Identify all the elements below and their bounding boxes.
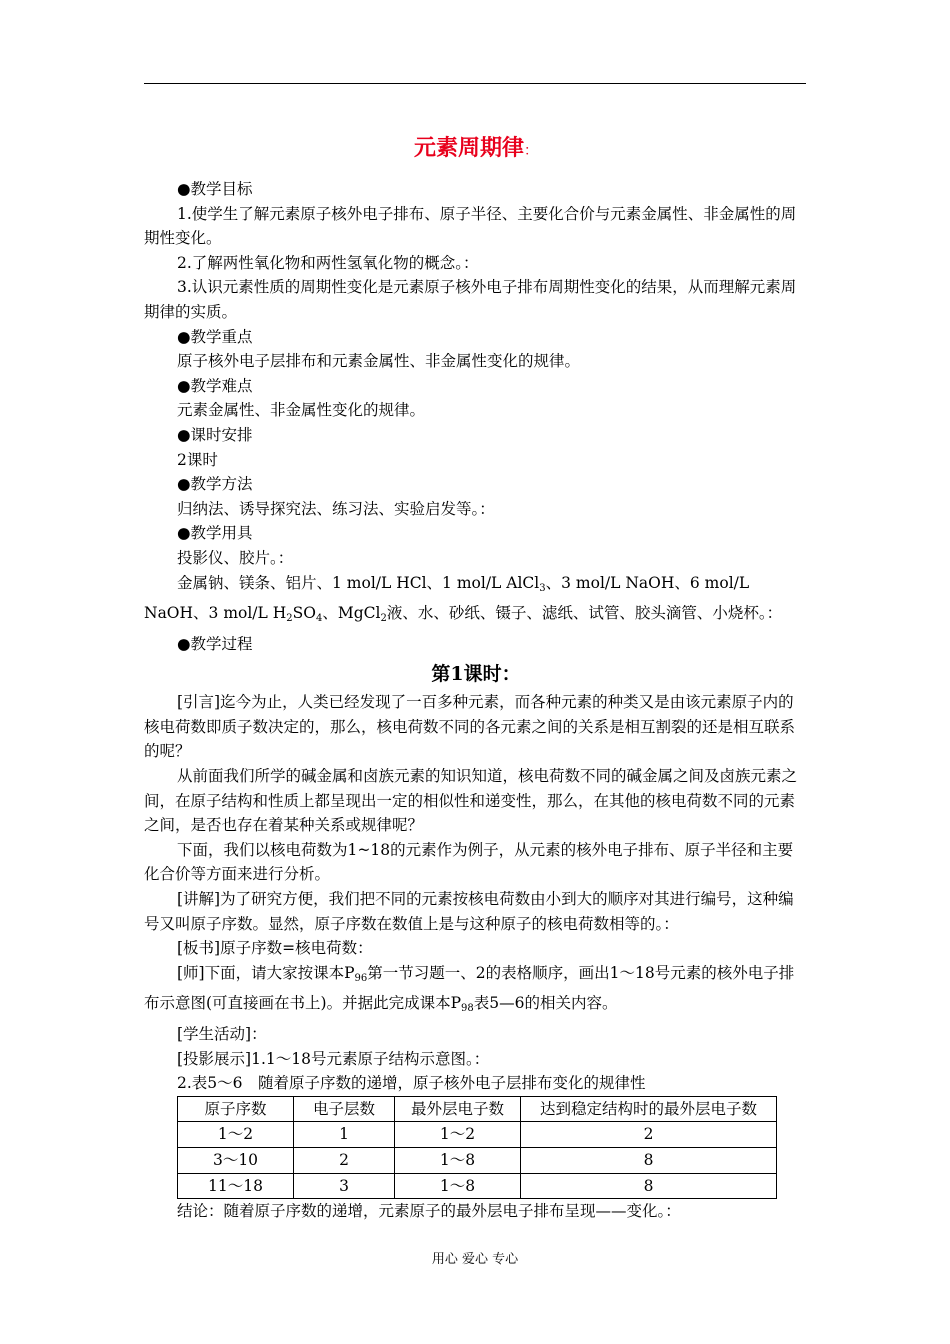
table-header-cell: 原子序数 [178,1096,294,1122]
process-heading: ●教学过程 [177,634,253,653]
page-subscript: 98 [461,1003,474,1015]
paragraph: 从前面我们所学的碱金属和卤族元素的知识知道，核电荷数不同的碱金属之间及卤族元素之间，在原子结构和性质上都呈现出一定的相似性和递变性，那么，在其他的核电荷数不同的元素之间，是否也存在着某种关系或规律呢？ [144,767,798,835]
teacher-part: 表5—6的相关内容。 [473,994,618,1013]
page-subscript: 96 [354,972,368,984]
materials-text [144,571,808,632]
document-body [144,128,808,1224]
difficulty-heading: ●教学难点 [177,376,253,395]
objective-item: 2.了解两性氧化物和两性氢氧化物的概念。： [177,253,479,272]
table-cell: 1 [294,1122,395,1148]
materials-subscript: 2 [286,613,293,625]
objective-item: 3.认识元素性质的周期性变化是元素原子核外电子排布周期性变化的结果，从而理解元素周期律的实质。 [144,278,797,321]
table-cell: 1～8 [395,1147,521,1173]
materials-part: 金属钠、镁条、铝片、1 mol/L HCl、1 mol/L AlCl [177,573,540,592]
difficulty-text: 元素金属性、非金属性变化的规律。 [177,401,426,420]
header-rule [144,83,806,84]
materials-part: 液、水、砂纸、镊子、滤纸、试管、胶头滴管、小烧杯。： [386,604,783,623]
lesson-title: 第1课时： [431,663,521,686]
conclusion-text: 结论：随着原子序数的递增，元素原子的最外层电子排布呈现——变化。： [177,1202,681,1221]
objective-item: 1.使学生了解元素原子核外电子排布、原子半径、主要化合价与元素金属性、非金属性的周期性变化。 [144,204,797,248]
schedule-text: 2课时 [177,450,218,469]
materials-subscript: 4 [315,613,323,625]
materials-subscript: 2 [380,613,387,625]
title-mark: ： [524,143,538,159]
paragraph: [引言]迄今为止，人类已经发现了一百多种元素，而各种元素的种类又是由该元素原子内的核电荷数即质子数决定的，那么，核电荷数不同的各元素之间的关系是相互割裂的还是相互联系的呢？ [144,693,796,761]
table-caption: 2.表5～6 随着原子序数的递增，原子核外电子层排布变化的规律性 [177,1074,646,1093]
table-cell: 2 [294,1147,395,1173]
schedule-heading: ●课时安排 [177,425,253,444]
student-activity: [学生活动]： [177,1025,267,1043]
table-cell: 1～2 [178,1122,294,1148]
table-cell: 8 [521,1173,777,1199]
table-header-cell: 达到稳定结构时的最外层电子数 [521,1096,777,1122]
table-cell: 1～2 [395,1122,521,1148]
page-title [144,128,808,171]
table-cell: 8 [521,1147,777,1173]
table-cell: 2 [521,1122,777,1148]
table-row [178,1147,777,1173]
teacher-part: 第一节习题一、2的表格顺序，画出1～18号元素的核外电子排布示意图(可直接画在书上)。并据此完成课本P [144,963,795,1013]
teacher-paragraph [144,961,808,1022]
table-header-cell: 最外层电子数 [395,1096,521,1122]
methods-text: 归纳法、诱导探究法、练习法、实验启发等。： [177,499,495,518]
teacher-part: [师]下面，请大家按课本P [177,963,355,982]
objectives-heading: ●教学目标 [177,180,253,198]
materials-part: 、MgCl [322,604,381,623]
materials-subscript: 3 [539,582,546,594]
table-cell: 3～10 [178,1147,294,1173]
focus-text: 原子核外电子层排布和元素金属性、非金属性变化的规律。 [177,352,581,371]
page-footer: 用心 爱心 专心 [431,1252,519,1267]
projection-text: [投影展示]1.1～18号元素原子结构示意图。： [177,1049,490,1068]
paragraph: [讲解]为了研究方便，我们把不同的元素按核电荷数由小到大的顺序对其进行编号，这种编号又叫原子序数。显然，原子序数在数值上是与这种原子的核电荷数相等的。： [144,890,794,933]
materials-part: 、3 mol/L NaOH、6 mol/L NaOH、3 mol/L H [144,573,750,623]
electron-layer-table [177,1096,777,1199]
materials-part: SO [292,604,316,623]
methods-heading: ●教学方法 [177,475,253,494]
table-row [178,1173,777,1199]
paragraph: [板书]原子序数=核电荷数： [177,939,373,958]
title-text: 元素周期律 [413,135,524,161]
tools-heading: ●教学用具 [177,524,253,543]
table-header-row [178,1096,777,1122]
table-cell: 11～18 [178,1173,294,1199]
paragraph: 下面，我们以核电荷数为1~18的元素作为例子，从元素的核外电子排布、原子半径和主要化合价等方面来进行分析。 [144,840,794,884]
table-cell: 3 [294,1173,395,1199]
table-header-cell: 电子层数 [294,1096,395,1122]
table-row [178,1122,777,1148]
focus-heading: ●教学重点 [177,327,253,346]
table-cell: 1～8 [395,1173,521,1199]
tools-text: 投影仪、胶片。： [177,548,294,567]
